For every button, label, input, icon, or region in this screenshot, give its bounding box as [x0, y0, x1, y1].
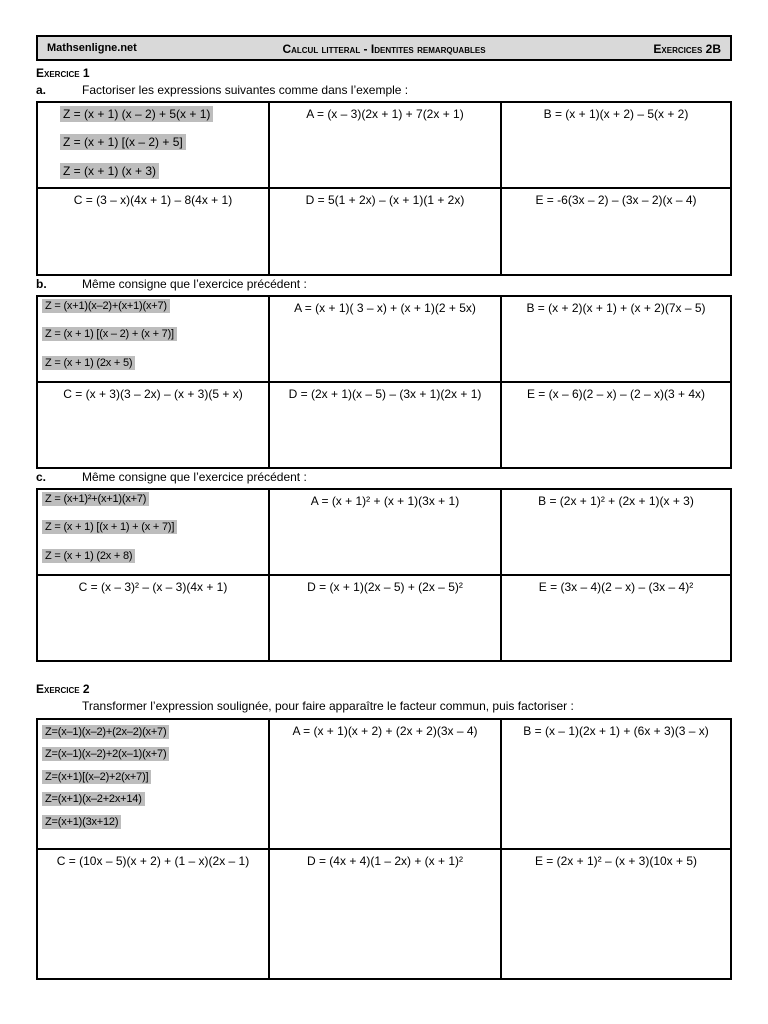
- part-c-cell-D: [270, 576, 502, 660]
- exercise-2-table: [36, 718, 732, 980]
- part-c-cell-A: [270, 490, 502, 576]
- expression-C: C = (x – 3)² – (x – 3)(4x + 1): [78, 580, 228, 594]
- expression-E: E = (x – 6)(2 – x) – (2 – x)(3 + 4x): [526, 387, 706, 401]
- expression-D: D = 5(1 + 2x) – (x + 1)(1 + 2x): [305, 193, 465, 207]
- part-a-cell-C: [38, 189, 270, 274]
- example-line: Z=(x–1)(x–2)+2(x–1)(x+7): [42, 747, 169, 761]
- part-b-cell-E: [502, 383, 730, 467]
- example-line: Z = (x + 1) [(x – 2) + 5]: [60, 134, 186, 150]
- exercise-2-cell-B: [502, 720, 730, 850]
- part-b-instruction: Même consigne que l’exercice précédent :: [82, 277, 307, 291]
- part-c-example-cell: [38, 490, 270, 576]
- example-line: Z = (x + 1) [(x – 2) + (x + 7)]: [42, 327, 177, 341]
- expression-A: A = (x – 3)(2x + 1) + 7(2x + 1): [306, 107, 464, 121]
- page-header: [36, 35, 732, 61]
- part-a-cell-A: [270, 103, 502, 189]
- part-a-cell-B: [502, 103, 730, 189]
- part-a-label: a.: [36, 83, 47, 97]
- exercise-2-example-cell: [38, 720, 270, 850]
- exercise-2-cell-A: [270, 720, 502, 850]
- example-line: Z=(x+1)(x–2+2x+14): [42, 792, 145, 806]
- expression-B: B = (x – 1)(2x + 1) + (6x + 3)(3 – x): [523, 724, 709, 738]
- exercise-1-title: Exercice 1: [36, 66, 90, 80]
- part-c-label: c.: [36, 470, 47, 484]
- example-line: Z = (x + 1) (x – 2) + 5(x + 1): [60, 106, 213, 122]
- part-a-table: [36, 101, 732, 276]
- part-c-instruction: Même consigne que l’exercice précédent :: [82, 470, 307, 484]
- example-line: Z=(x–1)(x–2)+(2x–2)(x+7): [42, 725, 169, 739]
- expression-B: B = (2x + 1)² + (2x + 1)(x + 3): [538, 494, 694, 508]
- part-b-table: [36, 295, 732, 469]
- part-b-cell-B: [502, 297, 730, 383]
- part-a-heading: [36, 83, 736, 97]
- example-line: Z = (x + 1) (2x + 8): [42, 549, 135, 563]
- part-a-instruction: Factoriser les expressions suivantes comme dans l’exemple :: [82, 83, 409, 97]
- exercise-set-label: Exercices 2B: [653, 42, 721, 56]
- part-c-heading: [36, 470, 736, 484]
- exercise-2-cell-E: [502, 850, 730, 978]
- part-a-example-cell: [38, 103, 270, 189]
- document-title: Calcul litteral - Identites remarquables: [282, 42, 486, 56]
- expression-D: D = (4x + 4)(1 – 2x) + (x + 1)²: [306, 854, 464, 868]
- exercise-2-cell-D: [270, 850, 502, 978]
- expression-B: B = (x + 1)(x + 2) – 5(x + 2): [543, 107, 689, 121]
- expression-D: D = (x + 1)(2x – 5) + (2x – 5)²: [307, 580, 463, 594]
- example-line: Z=(x+1)(3x+12): [42, 815, 121, 829]
- part-a-cell-E: [502, 189, 730, 274]
- expression-C: C = (10x – 5)(x + 2) + (1 – x)(2x – 1): [56, 854, 250, 868]
- example-line: Z=(x+1)[(x–2)+2(x+7)]: [42, 770, 151, 784]
- example-line: Z = (x+1)(x–2)+(x+1)(x+7): [42, 299, 170, 313]
- example-line: Z = (x + 1) (x + 3): [60, 163, 159, 179]
- exercise-2-title: Exercice 2: [36, 682, 90, 696]
- example-line: Z = (x + 1) [(x + 1) + (x + 7)]: [42, 520, 177, 534]
- part-b-label: b.: [36, 277, 47, 291]
- expression-E: E = (3x – 4)(2 – x) – (3x – 4)²: [538, 580, 694, 594]
- exercise-2-instruction: Transformer l’expression soulignée, pour faire apparaître le facteur commun, puis factoriser :: [82, 699, 574, 713]
- example-line: Z = (x+1)²+(x+1)(x+7): [42, 492, 149, 506]
- part-c-table: [36, 488, 732, 662]
- part-a-cell-D: [270, 189, 502, 274]
- expression-E: E = -6(3x – 2) – (3x – 2)(x – 4): [535, 193, 697, 207]
- exercise-2-cell-C: [38, 850, 270, 978]
- part-b-cell-A: [270, 297, 502, 383]
- site-name: Mathsenligne.net: [47, 42, 137, 54]
- part-b-example-cell: [38, 297, 270, 383]
- part-b-cell-D: [270, 383, 502, 467]
- part-c-cell-B: [502, 490, 730, 576]
- expression-E: E = (2x + 1)² – (x + 3)(10x + 5): [534, 854, 698, 868]
- part-c-cell-C: [38, 576, 270, 660]
- part-c-cell-E: [502, 576, 730, 660]
- part-b-cell-C: [38, 383, 270, 467]
- expression-A: A = (x + 1)(x + 2) + (2x + 2)(3x – 4): [292, 724, 478, 738]
- expression-C: C = (3 – x)(4x + 1) – 8(4x + 1): [73, 193, 233, 207]
- expression-A: A = (x + 1)² + (x + 1)(3x + 1): [310, 494, 460, 508]
- expression-B: B = (x + 2)(x + 1) + (x + 2)(7x – 5): [526, 301, 706, 315]
- part-b-heading: [36, 277, 736, 291]
- example-line: Z = (x + 1) (2x + 5): [42, 356, 135, 370]
- expression-A: A = (x + 1)( 3 – x) + (x + 1)(2 + 5x): [294, 301, 476, 315]
- expression-D: D = (2x + 1)(x – 5) – (3x + 1)(2x + 1): [288, 387, 482, 401]
- expression-C: C = (x + 3)(3 – 2x) – (x + 3)(5 + x): [63, 387, 243, 401]
